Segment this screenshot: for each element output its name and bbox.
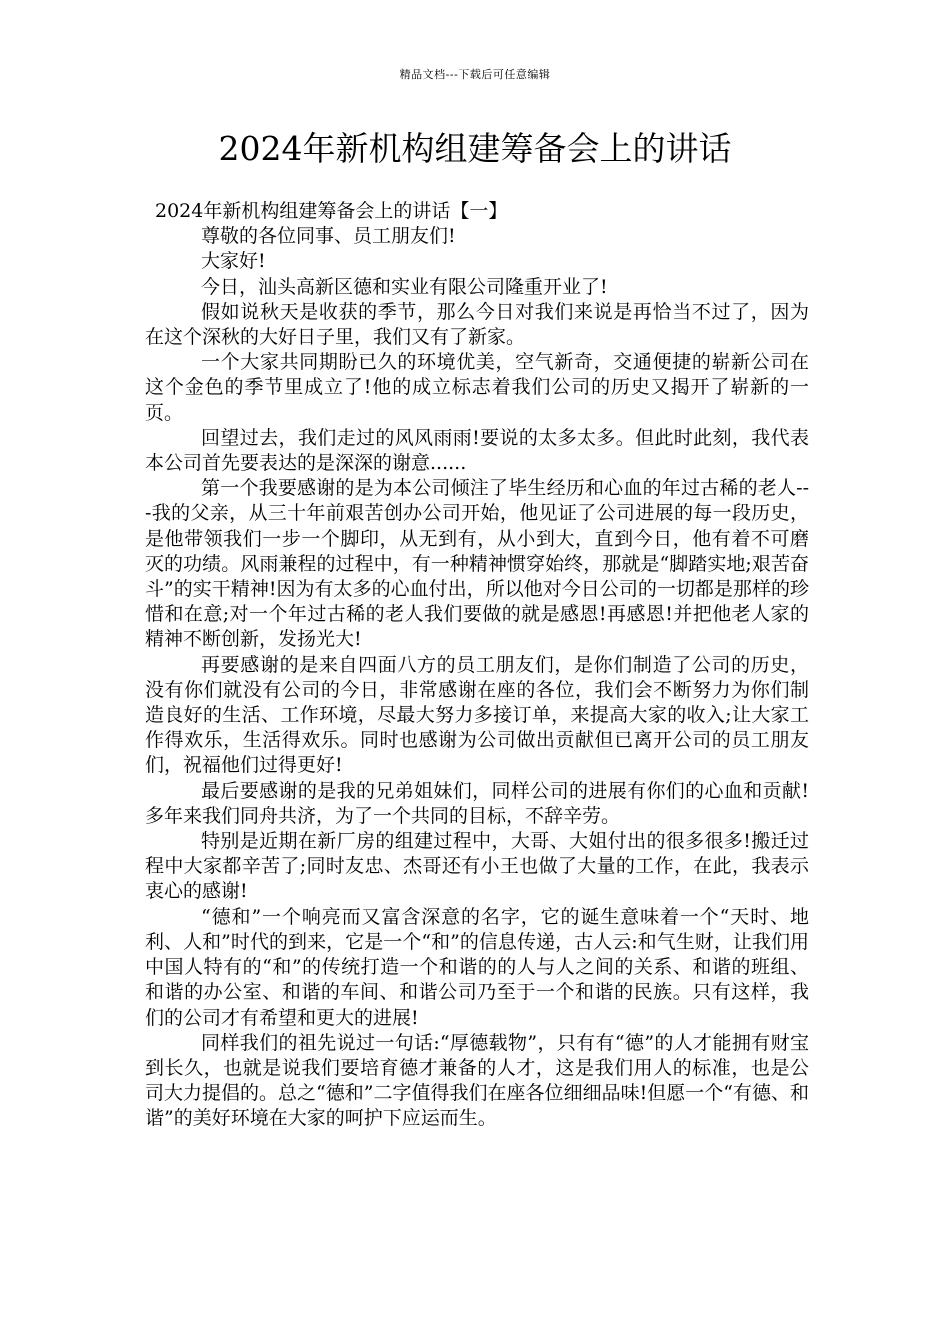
paragraph-thanks-siblings: 最后要感谢的是我的兄弟姐妹们，同样公司的进展有你们的心血和贡献!多年来我们同舟共济，为了一个共同的目标，不辞辛劳。 [145, 779, 809, 827]
document-title: 2024年新机构组建筹备会上的讲话 [218, 129, 732, 168]
paragraph-new-company: 一个大家共同期盼已久的环境优美，空气新奇，交通便捷的崭新公司在这个金色的季节里成立了!他的成立标志着我们公司的历史又揭开了崭新的一页。 [145, 351, 809, 424]
paragraph-virtue: 同样我们的祖先说过一句话:“厚德载物”，只有有“德”的人才能拥有财宝到长久，也就是说我们要培育德才兼备的人才，这是我们用人的标准，也是公司大力提倡的。总之“德和”二字值得我们在座各位细细品味!但愿一个“有德、和谐”的美好环境在大家的呵护下应运而生。 [145, 1031, 809, 1130]
paragraph-greeting-hello: 大家好! [201, 250, 266, 273]
header-note: 精品文档---下载后可任意编辑 [399, 68, 551, 81]
paragraph-autumn-harvest: 假如说秋天是收获的季节，那么今日对我们来说是再恰当不过了，因为在这个深秋的大好日子里，我们又有了新家。 [145, 300, 809, 349]
paragraph-thanks-relocation: 特别是近期在新厂房的组建过程中，大哥、大姐付出的很多很多!搬迁过程中大家都辛苦了;同时友忠、杰哥还有小王也做了大量的工作，在此，我表示衷心的感谢! [145, 830, 809, 903]
document-body [145, 199, 809, 1132]
section-heading: 2024年新机构组建筹备会上的讲话【一】 [155, 200, 508, 222]
paragraph-greeting-audience: 尊敬的各位同事、员工朋友们! [201, 225, 456, 248]
paragraph-thanks-employees: 再要感谢的是来自四面八方的员工朋友们，是你们制造了公司的历史，没有你们就没有公司的今日，非常感谢在座的各位，我们会不断努力为你们制造良好的生活、工作环境，尽最大努力多接订单，来提高大家的收入;让大家工作得欢乐，生活得欢乐。同时也感谢为公司做出贡献但已离开公司的员工朋友们，祝福他们过得更好! [145, 653, 809, 777]
paragraph-opening-announcement: 今日，汕头高新区德和实业有限公司隆重开业了! [201, 275, 608, 298]
paragraph-look-back: 回望过去，我们走过的风风雨雨!要说的太多太多。但此时此刻，我代表本公司首先要表达的是深深的谢意...... [145, 426, 809, 475]
paragraph-dehe-harmony: “德和”一个响亮而又富含深意的名字，它的诞生意味着一个“天时、地利、人和”时代的到来，它是一个“和”的信息传递，古人云:和气生财，让我们用中国人特有的“和”的传统打造一个和谐的的人与人之间的关系、和谐的班组、和谐的办公室、和谐的车间、和谐公司乃至于一个和谐的民族。只有这样，我们的公司才有希望和更大的进展! [145, 905, 809, 1029]
paragraph-thanks-father: 第一个我要感谢的是为本公司倾注了毕生经历和心血的年过古稀的老人---我的父亲，从三十年前艰苦创办公司开始，他见证了公司进展的每一段历史，是他带领我们一步一个脚印，从无到有，从小到大，直到今日，他有着不可磨灭的功绩。风雨兼程的过程中，有一种精神惯穿始终，那就是“脚踏实地;艰苦奋斗”的实干精神!因为有太多的心血付出，所以他对今日公司的一切都是那样的珍惜和在意;对一个年过古稀的老人我们要做的就是感恩!再感恩!并把他老人家的精神不断创新，发扬光大! [145, 477, 809, 651]
